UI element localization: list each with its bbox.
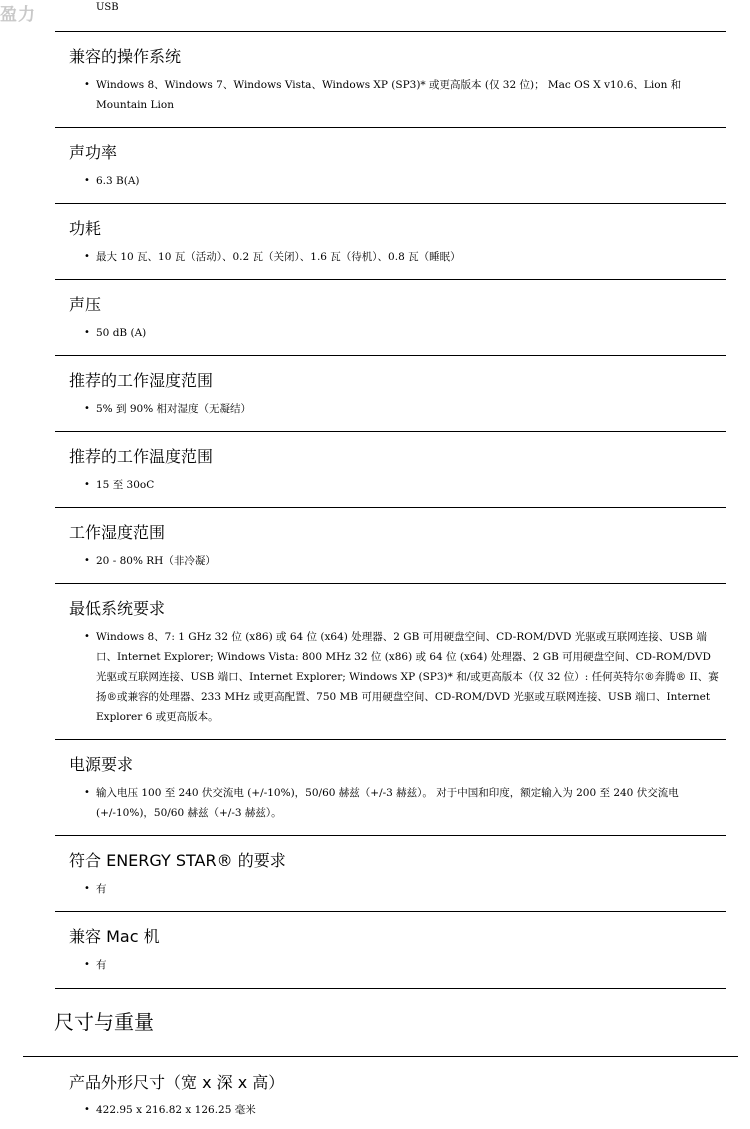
spec-list [84,399,720,419]
section-operating-humidity [55,507,726,584]
section-title-product-dimensions: 产品外形尺寸（宽 x 深 x 高） [69,1073,285,1092]
section-title: 声功率 [69,143,118,162]
section-power-requirements [55,739,726,836]
list-item: • 50 dB (A) [84,323,720,343]
watermark-logo: 盈力 [0,5,36,25]
divider [23,1056,738,1057]
section-power-consumption [55,203,726,280]
section-title: 电源要求 [69,755,134,774]
spec-list [84,171,720,191]
list-item: • 输入电压 100 至 240 伏交流电 (+/-10%)，50/60 赫兹（+/-3 赫兹）。 对于中国和印度，额定输入为 200 至 240 伏交流电 (+/-10%)，50/60 赫兹（+/-3 赫兹）。 [84,783,720,823]
section-title: 符合 ENERGY STAR® 的要求 [69,851,286,870]
spec-list [84,627,720,727]
section-mac-compatible [55,911,726,989]
spec-list [84,551,720,571]
section-compatible-os [55,31,726,128]
list-item: • 422.95 x 216.82 x 126.25 毫米 [84,1100,256,1120]
section-sound-pressure [55,279,726,356]
section-title: 兼容 Mac 机 [69,927,160,946]
spec-list [84,475,720,495]
list-item: • Windows 8、Windows 7、Windows Vista、Windows XP (SP3)* 或更高版本 (仅 32 位)； Mac OS X v10.6、Lion 和 Mountain Lion [84,75,720,115]
list-item: • 有 [84,879,720,899]
list-item: • 15 至 30oC [84,475,720,495]
section-title: 最低系统要求 [69,599,166,618]
list-item: • 20 - 80% RH（非冷凝） [84,551,720,571]
list-item: • Windows 8、7: 1 GHz 32 位 (x86) 或 64 位 (x64) 处理器、2 GB 可用硬盘空间、CD-ROM/DVD 光驱或互联网连接、USB 端口、Internet Explorer; Windows Vista: 800 MHz 32 位 (x86) 或 64 位 (x64) 处理器、2 GB 可用硬盘空间、CD-ROM/DVD 光驱或互联网连接、USB 端口、Internet Explorer; Windows XP (SP3)* 和/或更高版本（仅 32 位）: 任何英特尔®奔腾® II、赛扬®或兼容的处理器、233 MHz 或更高配置、750 MB 可用硬盘空间、CD-ROM/DVD 光驱或互联网连接、USB 端口、Internet Explorer 6 或更高版本。 [84,627,720,727]
section-minimum-system-requirements [55,583,726,740]
list-item-usb: USB [96,2,119,13]
spec-list [84,879,720,899]
section-title: 兼容的操作系统 [69,47,182,66]
section-recommended-humidity [55,355,726,432]
section-sound-power [55,127,726,204]
spec-list [84,1100,256,1120]
section-title: 推荐的工作湿度范围 [69,371,214,390]
group-heading-dimensions: 尺寸与重量 [54,1010,154,1034]
spec-list [84,783,720,823]
spec-list [84,955,720,975]
list-item: • 5% 到 90% 相对湿度（无凝结） [84,399,720,419]
section-energy-star [55,835,726,912]
spec-list [84,247,720,267]
spec-list [84,323,720,343]
section-recommended-temperature [55,431,726,508]
list-item: • 6.3 B(A) [84,171,720,191]
section-title: 功耗 [69,219,102,238]
section-title: 工作湿度范围 [69,523,166,542]
spec-list [84,75,720,115]
section-title: 声压 [69,295,102,314]
list-item: • 有 [84,955,720,975]
list-item: • 最大 10 瓦、10 瓦（活动）、0.2 瓦（关闭）、1.6 瓦（待机）、0.8 瓦（睡眠） [84,247,720,267]
section-title: 推荐的工作温度范围 [69,447,214,466]
